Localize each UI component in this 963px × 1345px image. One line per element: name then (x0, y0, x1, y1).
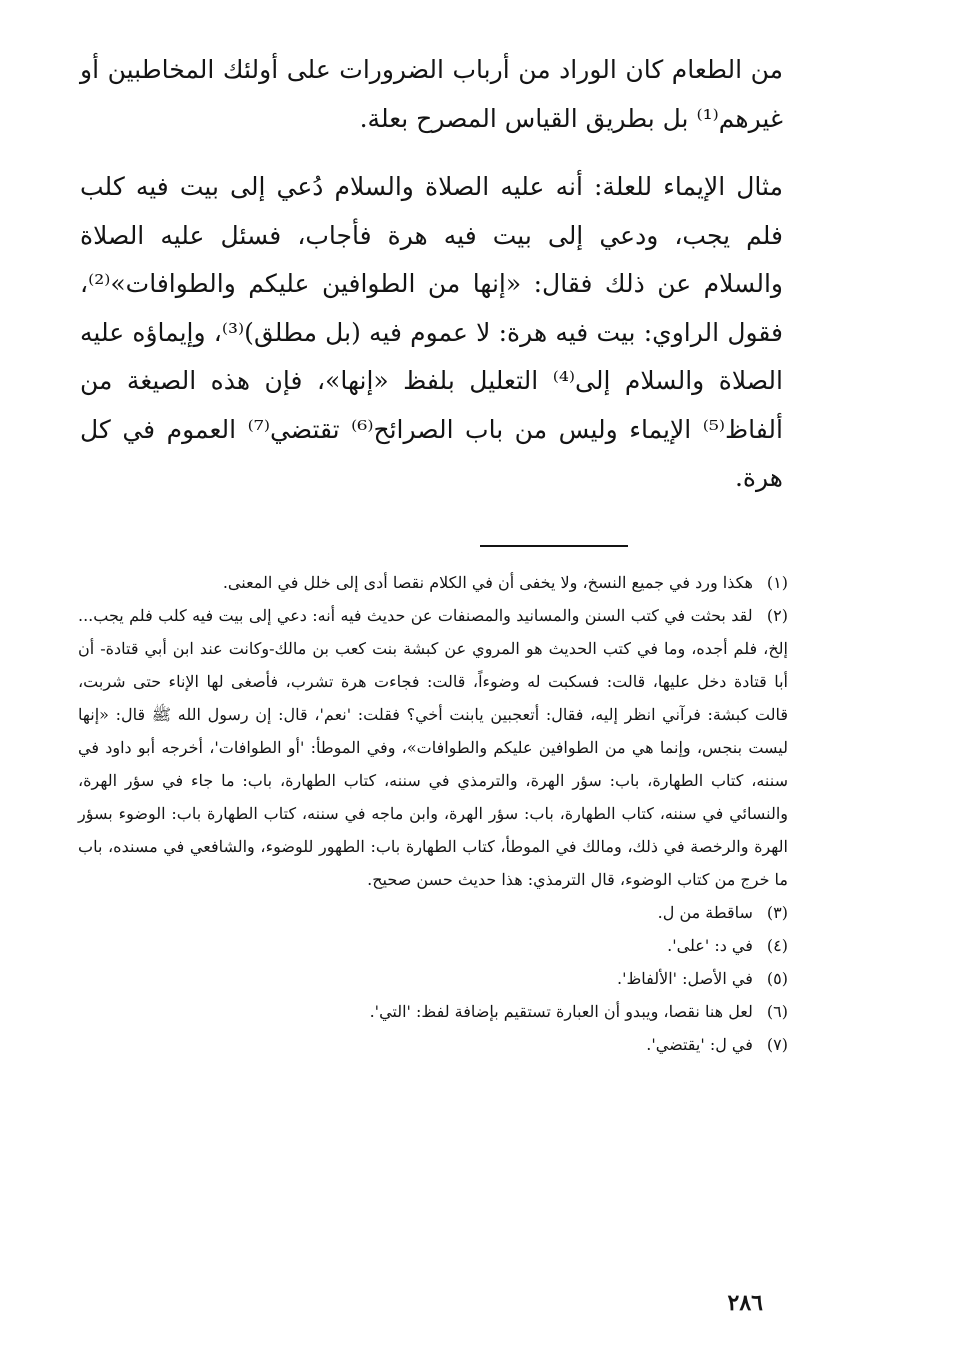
footnote-text: لعل هنا نقصا، ويبدو أن العبارة تستقيم بإضافة لفظ: 'التي'. (369, 1002, 753, 1021)
footnote-number: (٧) (766, 1035, 788, 1054)
footnote-text: لقد بحثت في كتب السنن والمسانيد والمصنفات عن حديث فيه أنه: دعي إلى بيت فيه كلب فلم يجب... إلخ، فلم أجده، وما في كتب الحديث هو المروي عن كبشة بنت كعب بن مالك-وكانت عند ابن أبي قتادة- أن أبا قتادة دخل عليها، قالت: فسكبت له وضوءاً، قالت: فجاءت هرة تشرب، فأصغى لها الإناء حتى شربت، قالت كبشة: فرآني انظر إليه، فقال: أتعجبين يابنت أخي؟ فقلت: 'نعم'، قال: إن رسول الله ﷺ قال: «إنها ليست بنجس، وإنما هي من الطوافين عليكم والطوافات»، وفي الموطأ: 'أو الطوافات'، أخرجه أبو داود في سننه، كتاب الطهارة، باب: سؤر الهرة، والترمذي في سننه، كتاب الطهارة، باب: ما جاء في سؤر الهرة، والنسائي في سننه، كتاب الطهارة، باب: سؤر الهرة، وابن ماجه في سننه، كتاب الطهارة باب: الوضوء بسؤر الهرة والرخصة في ذلك، ومالك في الموطأ، كتاب الطهارة باب: الطهور للوضوء، والشافعي في مسنده، باب ما خرج من كتاب الوضوء، قال الترمذي: هذا حديث حسن صحيح. (78, 606, 789, 889)
footnotes (78, 566, 788, 1061)
footnote-4 (78, 929, 788, 962)
footnote-number: (٢) (766, 606, 788, 625)
footnote-number: (٦) (766, 1002, 788, 1021)
footnote-separator (480, 545, 628, 547)
footnote-number: (٤) (766, 936, 788, 955)
footnote-5 (78, 962, 788, 995)
footnote-number: (٥) (766, 969, 788, 988)
footnote-number: (١) (766, 573, 788, 592)
footnote-text: في الأصل: 'الألفاظ'. (616, 969, 753, 988)
footnote-number: (٣) (766, 903, 788, 922)
footnote-text: في د: 'على'. (667, 936, 753, 955)
body-paragraph-1: من الطعام كان الوراد من أرباب الضرورات على أولئك المخاطبين أو غيرهم⁽¹⁾ بل بطريق القياس المصرح بعلة. (80, 55, 783, 133)
footnote-text: في ل: 'يقتضي'. (646, 1035, 753, 1054)
footnote-1 (78, 566, 788, 599)
footnote-6 (78, 995, 788, 1028)
footnote-7 (78, 1028, 788, 1061)
footnote-text: هكذا ورد في جميع النسخ، ولا يخفى أن في الكلام نقصا أدى إلى خلل في المعنى. (222, 573, 753, 592)
page-number: ٢٨٦ (727, 1290, 763, 1316)
footnote-2 (78, 599, 788, 896)
footnote-text: ساقطة من ل. (657, 903, 753, 922)
footnote-3 (78, 896, 788, 929)
main-text (80, 46, 783, 503)
body-paragraph-2: مثال الإيماء للعلة: أنه عليه الصلاة والسلام دُعي إلى بيت فيه كلب فلم يجب، ودعي إلى بيت فيه هرة فأجاب، فسئل عليه الصلاة والسلام عن ذلك فقال: «إنها من الطوافين عليكم والطوافات»⁽²⁾، فقول الراوي: بيت فيه هرة: لا عموم فيه (بل مطلق)⁽³⁾، وإيماؤه عليه الصلاة والسلام إلى⁽⁴⁾ التعليل بلفظ «إنها»، فإن هذه الصيغة من ألفاظ⁽⁵⁾ الإيماء وليس من باب الصرائح⁽⁶⁾ تقتضي⁽⁷⁾ العموم في كل هرة. (80, 172, 783, 492)
